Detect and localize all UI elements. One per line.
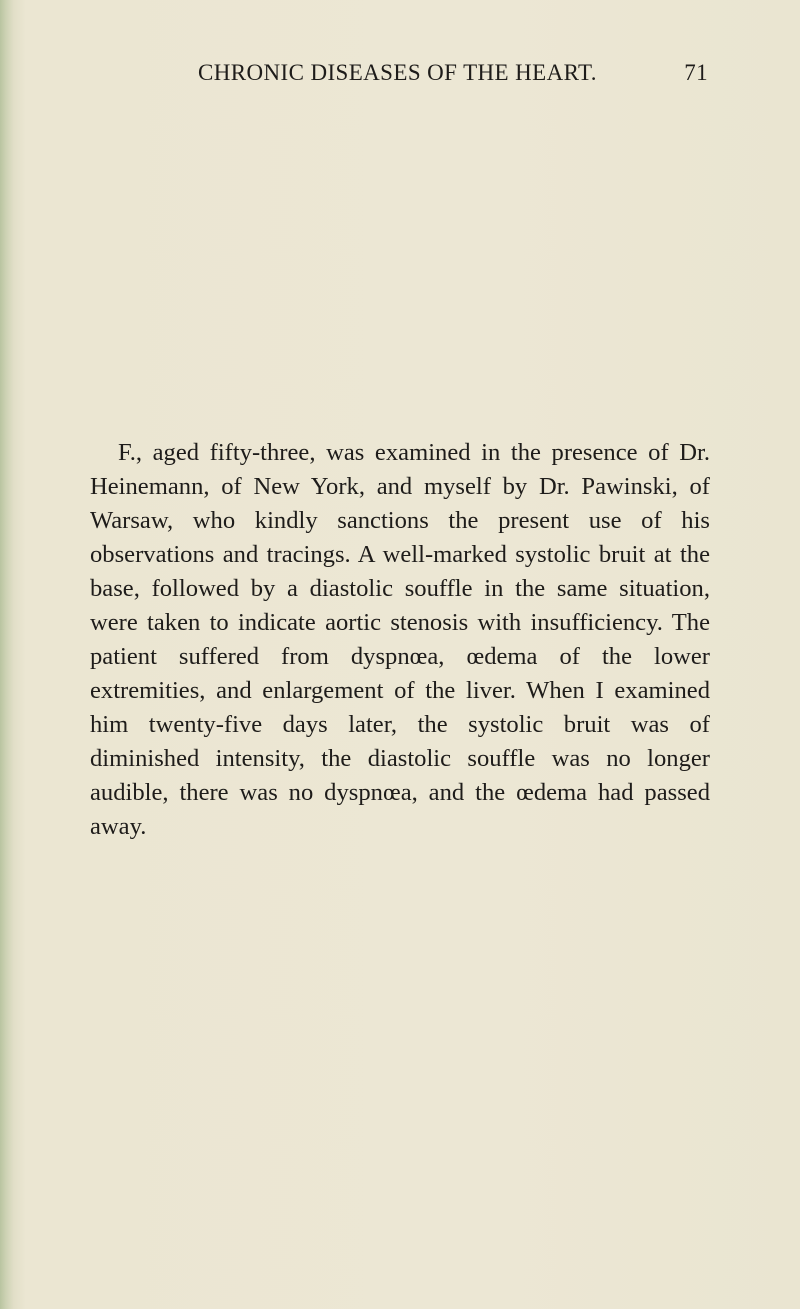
body-text [90,436,710,844]
case-paragraph: F., aged fifty-three, was examined in the presence of Dr. Heinemann, of New York, and myself by Dr. Pawinski, of Warsaw, who kindly sanctions the present use of his observations and tracings. A well-marked systolic bruit at the base, followed by a diastolic souffle in the same situation, were taken to indicate aortic stenosis with insufficiency. The patient suffered from dyspnœa, œdema of the lower extremities, and enlargement of the liver. When I examined him twenty-five days later, the systolic bruit was of diminished intensity, the diastolic souffle was no longer audible, there was no dyspnœa, and the œdema had passed away. [90,439,710,840]
page-number: 71 [684,60,708,85]
running-title: CHRONIC DISEASES OF THE HEART. [198,60,597,85]
running-head [198,58,708,88]
